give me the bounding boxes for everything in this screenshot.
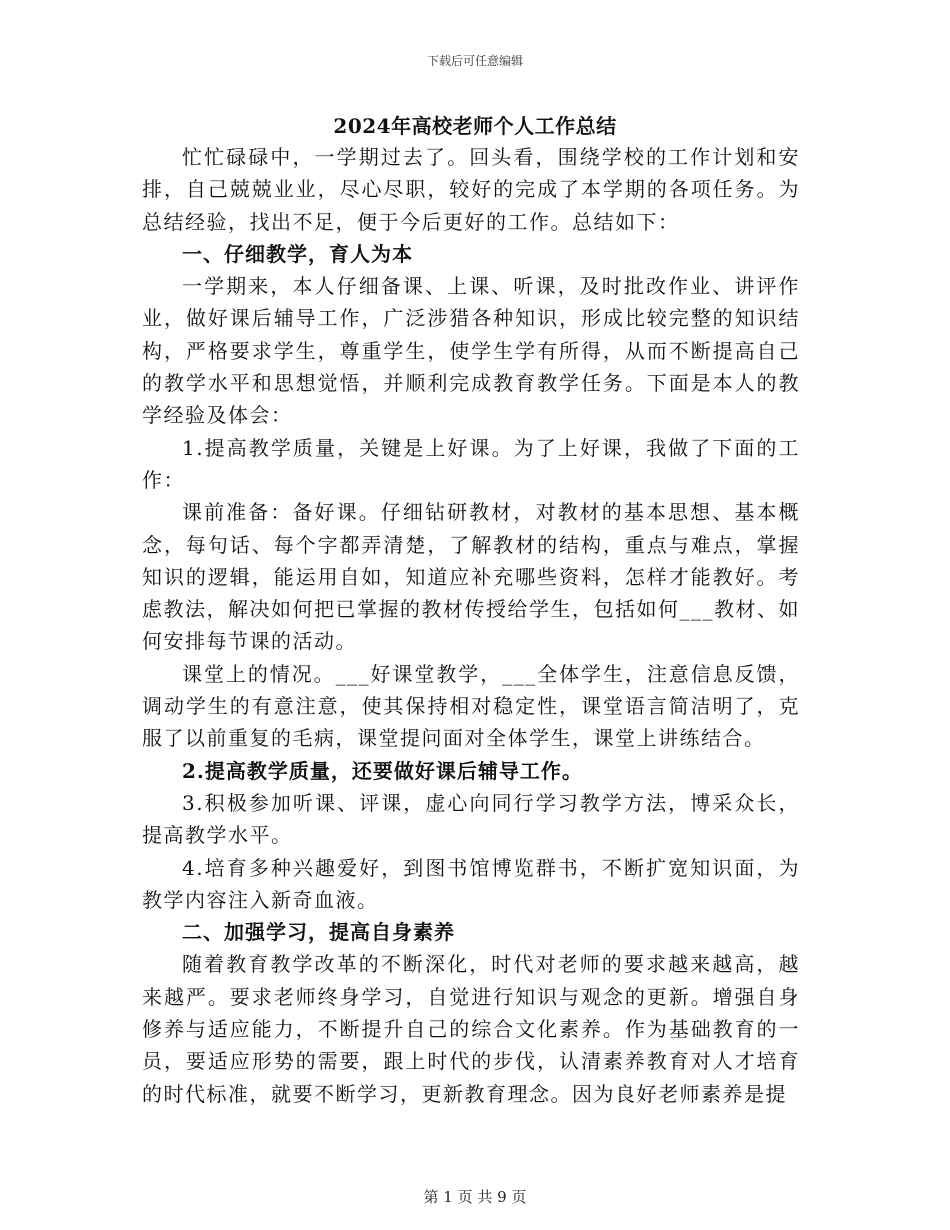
body-paragraph: 课前准备：备好课。仔细钻研教材，对教材的基本思想、基本概念，每句话、每个字都弄清楚，了解教材的结构，重点与难点，掌握知识的逻辑，能运用自如，知道应补充哪些资料，怎样才能教好。考虑教法，解决如何把已掌握的教材传授给学生，包括如何___教材、如何安排每节课的活动。 <box>142 500 800 654</box>
document-body <box>142 141 800 1110</box>
body-paragraph: 1.提高教学质量，关键是上好课。为了上好课，我做了下面的工作： <box>142 435 800 492</box>
body-paragraph: 4.培育多种兴趣爱好，到图书馆博览群书，不断扩宽知识面，为教学内容注入新奇血液。 <box>142 855 800 912</box>
section-heading-1: 一、仔细教学，育人为本 <box>182 241 413 266</box>
body-paragraph: 一学期来，本人仔细备课、上课、听课，及时批改作业、讲评作业，做好课后辅导工作，广泛涉猎各种知识，形成比较完整的知识结构，严格要求学生，尊重学生，使学生学有所得，从而不断提高自己的教学水平和思想觉悟，并顺利完成教育教学任务。下面是本人的教学经验及体会： <box>142 274 800 428</box>
body-paragraph: 3.积极参加听课、评课，虚心向同行学习教学方法，博采众长，提高教学水平。 <box>142 790 800 848</box>
page-header-note: 下载后可任意编辑 <box>426 54 523 68</box>
page-number-footer: 第 1 页 共 9 页 <box>423 1188 527 1206</box>
section-heading-2: 二、加强学习，提高自身素养 <box>182 920 455 945</box>
subsection-heading: 2.提高教学质量，还要做好课后辅导工作。 <box>182 758 583 783</box>
body-paragraph: 随着教育教学改革的不断深化，时代对老师的要求越来越高，越来越严。要求老师终身学习，自觉进行知识与观念的更新。增强自身修养与适应能力，不断提升自己的综合文化素养。作为基础教育的一员，要适应形势的需要，跟上时代的步伐，认清素养教育对人才培育的时代标准，就要不断学习，更新教育理念。因为良好老师素养是提 <box>142 952 800 1106</box>
document-title: 2024年高校老师个人工作总结 <box>333 114 617 138</box>
body-paragraph: 课堂上的情况。___好课堂教学，___全体学生，注意信息反馈，调动学生的有意注意，使其保持相对稳定性，课堂语言简洁明了，克服了以前重复的毛病，课堂提问面对全体学生，课堂上讲练结合。 <box>142 661 800 751</box>
intro-paragraph: 忙忙碌碌中，一学期过去了。回头看，围绕学校的工作计划和安排，自己兢兢业业，尽心尽职，较好的完成了本学期的各项任务。为总结经验，找出不足，便于今后更好的工作。总结如下： <box>142 145 800 234</box>
